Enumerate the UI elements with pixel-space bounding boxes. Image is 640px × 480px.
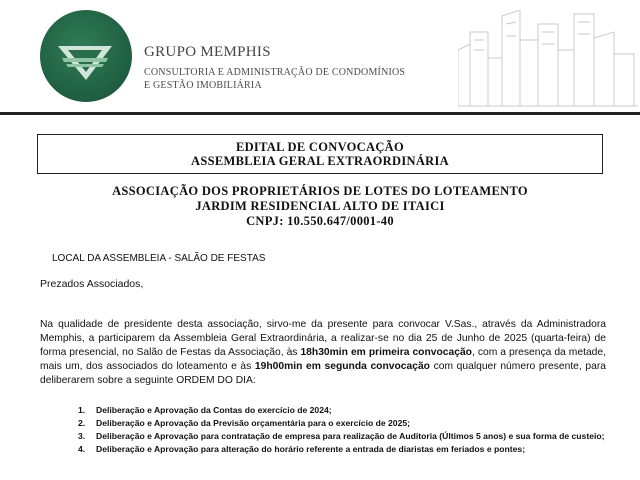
paragraph-first-call: 18h30min em primeira convocação — [300, 347, 472, 358]
paragraph-text-1: Na qualidade de presidente desta associação, sirvo-me da presente para convocar V.Sas., através da Administradora Memphis, a participarem da Assembleia Geral Extraordinária, a realizar-se no dia 25 de Junho de 2025 (quarta-feira) de forma presencial, no Salão de Festas da Associação, às — [40, 319, 606, 358]
brand-name: GRUPO MEMPHIS — [144, 44, 271, 60]
agenda-item — [78, 430, 618, 443]
header-divider — [0, 112, 640, 115]
association-name-line1: ASSOCIAÇÃO DOS PROPRIETÁRIOS DE LOTES DO LOTEAMENTO — [112, 184, 528, 198]
agenda-item-number: 1. — [78, 405, 86, 415]
association-name-line2: JARDIM RESIDENCIAL ALTO DE ITAICI — [195, 199, 445, 213]
paragraph-text-2: , com a presença da metade, mais um, dos associados do loteamento e às — [40, 347, 606, 372]
assembly-location: LOCAL DA ASSEMBLEIA - SALÃO DE FESTAS — [52, 253, 266, 264]
convocation-paragraph — [40, 318, 606, 388]
agenda-item-text: Deliberação e Aprovação da Contas do exercício de 2024; — [96, 405, 332, 415]
agenda-item — [78, 417, 618, 430]
edital-title-line2: ASSEMBLEIA GERAL EXTRAORDINÁRIA — [191, 154, 449, 168]
agenda-item-text: Deliberação e Aprovação da Previsão orçamentária para o exercício de 2025; — [96, 418, 410, 428]
brand-subtitle-line1: CONSULTORIA E ADMINISTRAÇÃO DE CONDOMÍNIOS — [144, 67, 406, 78]
skyline-illustration — [458, 10, 638, 108]
logo-stripe-2 — [66, 64, 104, 67]
edital-title-line1: EDITAL DE CONVOCAÇÃO — [235, 140, 405, 154]
logo-stripe-1 — [62, 58, 108, 62]
edital-title-box — [37, 134, 603, 174]
agenda-item-text: Deliberação e Aprovação para alteração do horário referente a entrada de diaristas em feriados e pontes; — [96, 444, 526, 454]
paragraph-second-call: 19h00min em segunda convocação — [254, 361, 430, 372]
paragraph-text-3: com qualquer número presente, para deliberarem sobre a seguinte ORDEM DO DIA: — [40, 361, 606, 386]
brand-subtitle-line2: E GESTÃO IMOBILIÁRIA — [144, 80, 262, 91]
agenda-item-number: 2. — [78, 418, 86, 428]
agenda-item — [78, 443, 618, 456]
association-cnpj: CNPJ: 10.550.647/0001-40 — [246, 214, 394, 228]
agenda-list — [78, 404, 618, 456]
agenda-item-number: 4. — [78, 444, 86, 454]
agenda-item — [78, 404, 618, 417]
greeting: Prezados Associados, — [40, 278, 144, 290]
agenda-item-text: Deliberação e Aprovação para contratação de empresa para realização de Auditoria (Últimos 5 anos) e sua forma de custeio; — [96, 431, 605, 441]
agenda-item-number: 3. — [78, 431, 86, 441]
